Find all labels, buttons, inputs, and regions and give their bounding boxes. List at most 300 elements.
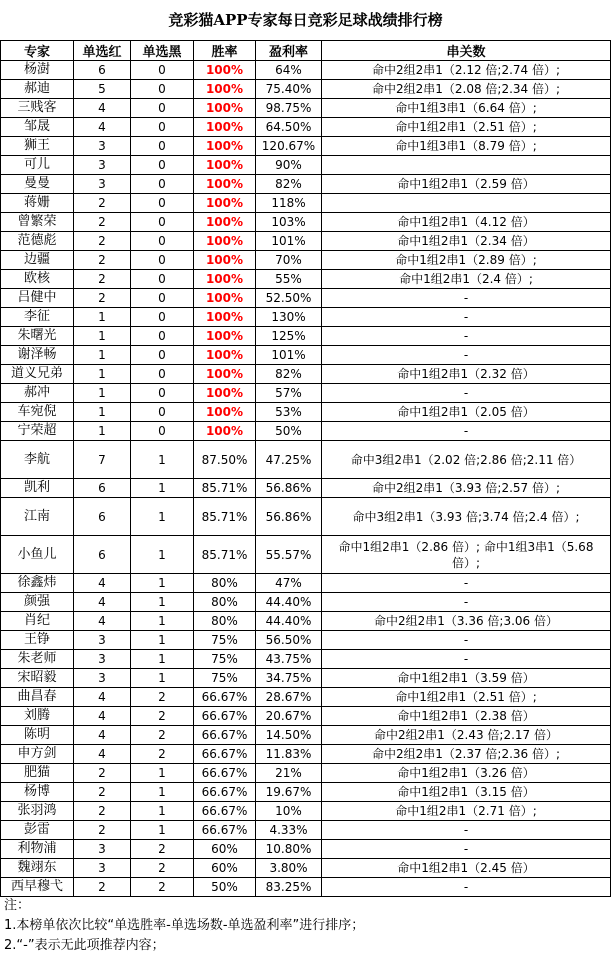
cell-profit-rate: 10% [256,802,322,821]
table-row [1,365,611,384]
cell-single-win: 3 [74,650,131,669]
table-row [1,422,611,441]
cell-profit-rate: 47.25% [256,441,322,479]
cell-single-loss: 0 [131,327,194,346]
cell-expert: 魏翊东 [1,859,74,878]
cell-win-rate: 66.67% [194,783,256,802]
cell-expert: 江南 [1,498,74,536]
cell-single-win: 2 [74,232,131,251]
cell-expert: 肖纪 [1,612,74,631]
table-row [1,251,611,270]
cell-profit-rate: 43.75% [256,650,322,669]
note-1: 1.本榜单依次比较“单选胜率-单选场数-单选盈利率”进行排序； [4,918,365,933]
cell-single-win: 2 [74,821,131,840]
cell-parlay: 命中1组2串1（2.34 倍） [322,232,611,251]
header-single-win: 单选红 [74,41,131,61]
cell-expert: 西早穆弋 [1,878,74,897]
cell-single-loss: 1 [131,764,194,783]
cell-expert: 吕健中 [1,289,74,308]
cell-profit-rate: 55% [256,270,322,289]
cell-expert: 道义兄弟 [1,365,74,384]
cell-profit-rate: 70% [256,251,322,270]
cell-expert: 宋昭毅 [1,669,74,688]
cell-parlay: - [322,384,611,403]
cell-expert: 徐鑫炜 [1,574,74,593]
cell-single-win: 4 [74,707,131,726]
cell-win-rate: 66.67% [194,764,256,783]
cell-win-rate: 66.67% [194,707,256,726]
cell-single-win: 4 [74,726,131,745]
cell-expert: 张羽鸿 [1,802,74,821]
table-row [1,650,611,669]
cell-parlay: 命中1组3串1（8.79 倍）; [322,137,611,156]
cell-win-rate: 100% [194,61,256,80]
cell-profit-rate: 34.75% [256,669,322,688]
cell-profit-rate: 103% [256,213,322,232]
cell-profit-rate: 4.33% [256,821,322,840]
cell-win-rate: 66.67% [194,802,256,821]
cell-single-win: 2 [74,213,131,232]
cell-expert: 杨博 [1,783,74,802]
table-row [1,745,611,764]
cell-expert: 小鱼儿 [1,536,74,574]
cell-profit-rate: 3.80% [256,859,322,878]
cell-single-win: 3 [74,631,131,650]
header-win-rate: 胜率 [194,41,256,61]
cell-single-loss: 0 [131,403,194,422]
cell-profit-rate: 120.67% [256,137,322,156]
cell-expert: 李航 [1,441,74,479]
cell-single-win: 4 [74,118,131,137]
cell-parlay: - [322,346,611,365]
cell-win-rate: 66.67% [194,821,256,840]
cell-single-win: 6 [74,536,131,574]
cell-single-loss: 1 [131,593,194,612]
cell-single-win: 3 [74,669,131,688]
table-row [1,821,611,840]
cell-parlay: 命中1组2串1（2.71 倍）; [322,802,611,821]
table-row [1,61,611,80]
table-body [1,61,611,897]
table-row [1,327,611,346]
cell-parlay: 命中2组2串1（3.93 倍;2.57 倍）; [322,479,611,498]
cell-win-rate: 100% [194,422,256,441]
cell-single-win: 1 [74,346,131,365]
cell-profit-rate: 75.40% [256,80,322,99]
header-expert: 专家 [1,41,74,61]
cell-single-loss: 2 [131,726,194,745]
cell-single-win: 1 [74,384,131,403]
cell-profit-rate: 56.50% [256,631,322,650]
cell-parlay: 命中2组2串1（2.12 倍;2.74 倍）; [322,61,611,80]
table-row [1,403,611,422]
cell-single-loss: 1 [131,631,194,650]
cell-single-win: 6 [74,61,131,80]
cell-win-rate: 100% [194,365,256,384]
cell-single-win: 4 [74,99,131,118]
table-row [1,175,611,194]
cell-expert: 王铮 [1,631,74,650]
cell-single-loss: 1 [131,650,194,669]
cell-expert: 曾繁荣 [1,213,74,232]
cell-profit-rate: 56.86% [256,498,322,536]
cell-single-loss: 1 [131,669,194,688]
cell-expert: 曼曼 [1,175,74,194]
table-row [1,707,611,726]
cell-expert: 朱曙光 [1,327,74,346]
cell-win-rate: 100% [194,194,256,213]
cell-parlay: - [322,593,611,612]
cell-single-loss: 1 [131,498,194,536]
cell-single-loss: 2 [131,878,194,897]
cell-profit-rate: 50% [256,422,322,441]
cell-win-rate: 87.50% [194,441,256,479]
cell-expert: 边疆 [1,251,74,270]
cell-expert: 郝迪 [1,80,74,99]
cell-parlay: 命中1组2串1（2.86 倍）; 命中1组3串1（5.68 倍）; [322,536,611,574]
cell-parlay: 命中1组2串1（2.05 倍） [322,403,611,422]
cell-expert: 申方剑 [1,745,74,764]
cell-single-win: 3 [74,840,131,859]
footer-notes [4,896,604,956]
cell-profit-rate: 47% [256,574,322,593]
cell-single-loss: 1 [131,783,194,802]
cell-single-loss: 0 [131,137,194,156]
cell-win-rate: 60% [194,840,256,859]
cell-single-win: 1 [74,327,131,346]
cell-parlay: 命中1组2串1（2.4 倍）; [322,270,611,289]
cell-win-rate: 75% [194,669,256,688]
cell-expert: 刘腾 [1,707,74,726]
cell-win-rate: 85.71% [194,536,256,574]
cell-parlay: 命中1组2串1（2.51 倍）; [322,688,611,707]
cell-win-rate: 100% [194,289,256,308]
cell-single-loss: 0 [131,422,194,441]
cell-win-rate: 50% [194,878,256,897]
cell-single-loss: 0 [131,289,194,308]
cell-parlay: - [322,574,611,593]
cell-win-rate: 100% [194,308,256,327]
cell-parlay: 命中1组2串1（2.32 倍） [322,365,611,384]
cell-parlay: - [322,631,611,650]
cell-single-loss: 2 [131,688,194,707]
cell-single-loss: 2 [131,840,194,859]
cell-parlay: 命中2组2串1（2.08 倍;2.34 倍）; [322,80,611,99]
cell-parlay: 命中1组2串1（2.89 倍）; [322,251,611,270]
cell-win-rate: 80% [194,574,256,593]
cell-win-rate: 80% [194,612,256,631]
header-profit-rate: 盈利率 [256,41,322,61]
cell-win-rate: 100% [194,327,256,346]
cell-parlay: 命中1组2串1（2.38 倍） [322,707,611,726]
cell-win-rate: 100% [194,384,256,403]
cell-parlay: - [322,422,611,441]
cell-win-rate: 60% [194,859,256,878]
cell-win-rate: 100% [194,232,256,251]
cell-expert: 可儿 [1,156,74,175]
cell-parlay: 命中1组2串1（3.59 倍） [322,669,611,688]
cell-parlay: 命中3组2串1（3.93 倍;3.74 倍;2.4 倍）; [322,498,611,536]
cell-parlay: 命中1组2串1（3.15 倍） [322,783,611,802]
cell-win-rate: 75% [194,650,256,669]
cell-single-win: 1 [74,308,131,327]
cell-single-loss: 1 [131,821,194,840]
cell-profit-rate: 64% [256,61,322,80]
cell-single-loss: 1 [131,441,194,479]
cell-single-win: 2 [74,878,131,897]
cell-single-loss: 1 [131,802,194,821]
cell-single-loss: 0 [131,194,194,213]
cell-profit-rate: 44.40% [256,612,322,631]
cell-single-loss: 0 [131,365,194,384]
cell-parlay: 命中1组3串1（6.64 倍）; [322,99,611,118]
cell-single-loss: 0 [131,384,194,403]
cell-single-loss: 0 [131,80,194,99]
cell-single-loss: 0 [131,99,194,118]
cell-parlay: - [322,821,611,840]
table-row [1,631,611,650]
table-row [1,99,611,118]
cell-expert: 肥猫 [1,764,74,783]
table-row [1,878,611,897]
cell-profit-rate: 64.50% [256,118,322,137]
header-parlay: 串关数 [322,41,611,61]
table-row [1,213,611,232]
table-row [1,726,611,745]
cell-single-loss: 2 [131,745,194,764]
cell-win-rate: 80% [194,593,256,612]
table-row [1,156,611,175]
cell-profit-rate: 90% [256,156,322,175]
cell-single-loss: 1 [131,574,194,593]
table-row [1,783,611,802]
cell-single-loss: 0 [131,213,194,232]
cell-single-win: 3 [74,175,131,194]
cell-single-loss: 0 [131,251,194,270]
table-row [1,384,611,403]
note-2: 2.“-”表示无此项推荐内容； [4,938,165,953]
cell-single-loss: 0 [131,346,194,365]
cell-profit-rate: 10.80% [256,840,322,859]
cell-expert: 杨澍 [1,61,74,80]
cell-expert: 曲昌春 [1,688,74,707]
cell-single-win: 4 [74,574,131,593]
cell-parlay: - [322,878,611,897]
cell-profit-rate: 55.57% [256,536,322,574]
cell-profit-rate: 98.75% [256,99,322,118]
cell-parlay: - [322,327,611,346]
cell-single-win: 3 [74,137,131,156]
cell-parlay: 命中2组2串1（3.36 倍;3.06 倍） [322,612,611,631]
cell-parlay [322,156,611,175]
cell-parlay: 命中1组2串1（2.51 倍）; [322,118,611,137]
cell-win-rate: 100% [194,403,256,422]
cell-single-loss: 1 [131,479,194,498]
page-title: 竞彩猫APP专家每日竞彩足球战绩排行榜 [168,11,443,29]
cell-win-rate: 100% [194,251,256,270]
cell-single-loss: 0 [131,118,194,137]
table-row [1,802,611,821]
cell-profit-rate: 83.25% [256,878,322,897]
cell-parlay: 命中2组2串1（2.37 倍;2.36 倍）; [322,745,611,764]
cell-profit-rate: 28.67% [256,688,322,707]
cell-single-win: 7 [74,441,131,479]
cell-single-win: 4 [74,593,131,612]
cell-expert: 车宛倪 [1,403,74,422]
cell-win-rate: 66.67% [194,745,256,764]
table-row [1,80,611,99]
cell-profit-rate: 11.83% [256,745,322,764]
cell-expert: 宁荣超 [1,422,74,441]
cell-expert: 李征 [1,308,74,327]
cell-win-rate: 66.67% [194,688,256,707]
cell-expert: 郝冲 [1,384,74,403]
table-row [1,574,611,593]
table-row [1,441,611,479]
cell-single-win: 2 [74,270,131,289]
cell-expert: 陈明 [1,726,74,745]
cell-win-rate: 75% [194,631,256,650]
cell-single-win: 6 [74,498,131,536]
cell-single-win: 4 [74,612,131,631]
cell-single-loss: 1 [131,612,194,631]
cell-single-win: 5 [74,80,131,99]
cell-parlay: 命中2组2串1（2.43 倍;2.17 倍） [322,726,611,745]
cell-profit-rate: 14.50% [256,726,322,745]
cell-expert: 狮王 [1,137,74,156]
cell-profit-rate: 53% [256,403,322,422]
table-row [1,289,611,308]
table-row [1,346,611,365]
cell-single-loss: 0 [131,156,194,175]
cell-expert: 邹晟 [1,118,74,137]
cell-parlay: 命中1组2串1（3.26 倍） [322,764,611,783]
cell-win-rate: 100% [194,156,256,175]
cell-profit-rate: 125% [256,327,322,346]
cell-single-win: 2 [74,289,131,308]
cell-expert: 彭雷 [1,821,74,840]
note-label: 注： [4,898,31,913]
cell-win-rate: 85.71% [194,498,256,536]
cell-single-loss: 0 [131,175,194,194]
cell-single-win: 2 [74,802,131,821]
table-header-row [1,41,611,61]
cell-expert: 欧核 [1,270,74,289]
cell-profit-rate: 101% [256,346,322,365]
cell-expert: 利物浦 [1,840,74,859]
table-row [1,137,611,156]
cell-profit-rate: 57% [256,384,322,403]
table-row [1,194,611,213]
cell-expert: 蒋姗 [1,194,74,213]
table-row [1,593,611,612]
cell-single-win: 3 [74,156,131,175]
header-single-loss: 单选黑 [131,41,194,61]
cell-single-win: 2 [74,783,131,802]
table-row [1,308,611,327]
table-row [1,536,611,574]
cell-win-rate: 100% [194,99,256,118]
cell-win-rate: 100% [194,270,256,289]
cell-win-rate: 100% [194,80,256,99]
cell-win-rate: 66.67% [194,726,256,745]
cell-expert: 朱老师 [1,650,74,669]
cell-single-win: 3 [74,859,131,878]
cell-expert: 颜强 [1,593,74,612]
table-row [1,859,611,878]
cell-win-rate: 100% [194,213,256,232]
cell-parlay: - [322,840,611,859]
table-row [1,669,611,688]
table-row [1,840,611,859]
cell-profit-rate: 52.50% [256,289,322,308]
cell-profit-rate: 20.67% [256,707,322,726]
cell-parlay: - [322,289,611,308]
cell-parlay: - [322,308,611,327]
cell-profit-rate: 21% [256,764,322,783]
cell-single-win: 1 [74,403,131,422]
table-row [1,498,611,536]
cell-single-win: 2 [74,764,131,783]
cell-expert: 凯利 [1,479,74,498]
table-row [1,479,611,498]
cell-parlay [322,194,611,213]
cell-parlay: - [322,650,611,669]
cell-expert: 范德彪 [1,232,74,251]
cell-win-rate: 100% [194,137,256,156]
table-row [1,118,611,137]
cell-single-loss: 0 [131,270,194,289]
cell-single-win: 1 [74,365,131,384]
cell-win-rate: 100% [194,175,256,194]
cell-win-rate: 100% [194,346,256,365]
cell-parlay: 命中1组2串1（2.45 倍） [322,859,611,878]
cell-profit-rate: 19.67% [256,783,322,802]
cell-profit-rate: 82% [256,175,322,194]
cell-expert: 三贱客 [1,99,74,118]
table-row [1,688,611,707]
cell-single-win: 4 [74,688,131,707]
cell-single-loss: 0 [131,232,194,251]
cell-single-win: 2 [74,251,131,270]
cell-profit-rate: 56.86% [256,479,322,498]
cell-profit-rate: 82% [256,365,322,384]
cell-single-loss: 0 [131,61,194,80]
cell-parlay: 命中3组2串1（2.02 倍;2.86 倍;2.11 倍） [322,441,611,479]
table-row [1,270,611,289]
cell-profit-rate: 101% [256,232,322,251]
cell-single-win: 1 [74,422,131,441]
cell-single-loss: 2 [131,859,194,878]
cell-single-loss: 2 [131,707,194,726]
table-row [1,764,611,783]
cell-parlay: 命中1组2串1（2.59 倍） [322,175,611,194]
cell-parlay: 命中1组2串1（4.12 倍） [322,213,611,232]
cell-single-loss: 0 [131,308,194,327]
cell-single-win: 6 [74,479,131,498]
cell-expert: 谢泽畅 [1,346,74,365]
ranking-table [0,40,611,897]
cell-win-rate: 85.71% [194,479,256,498]
cell-profit-rate: 44.40% [256,593,322,612]
cell-profit-rate: 130% [256,308,322,327]
table-row [1,232,611,251]
cell-win-rate: 100% [194,118,256,137]
table-row [1,612,611,631]
cell-single-win: 2 [74,194,131,213]
cell-single-loss: 1 [131,536,194,574]
cell-single-win: 4 [74,745,131,764]
